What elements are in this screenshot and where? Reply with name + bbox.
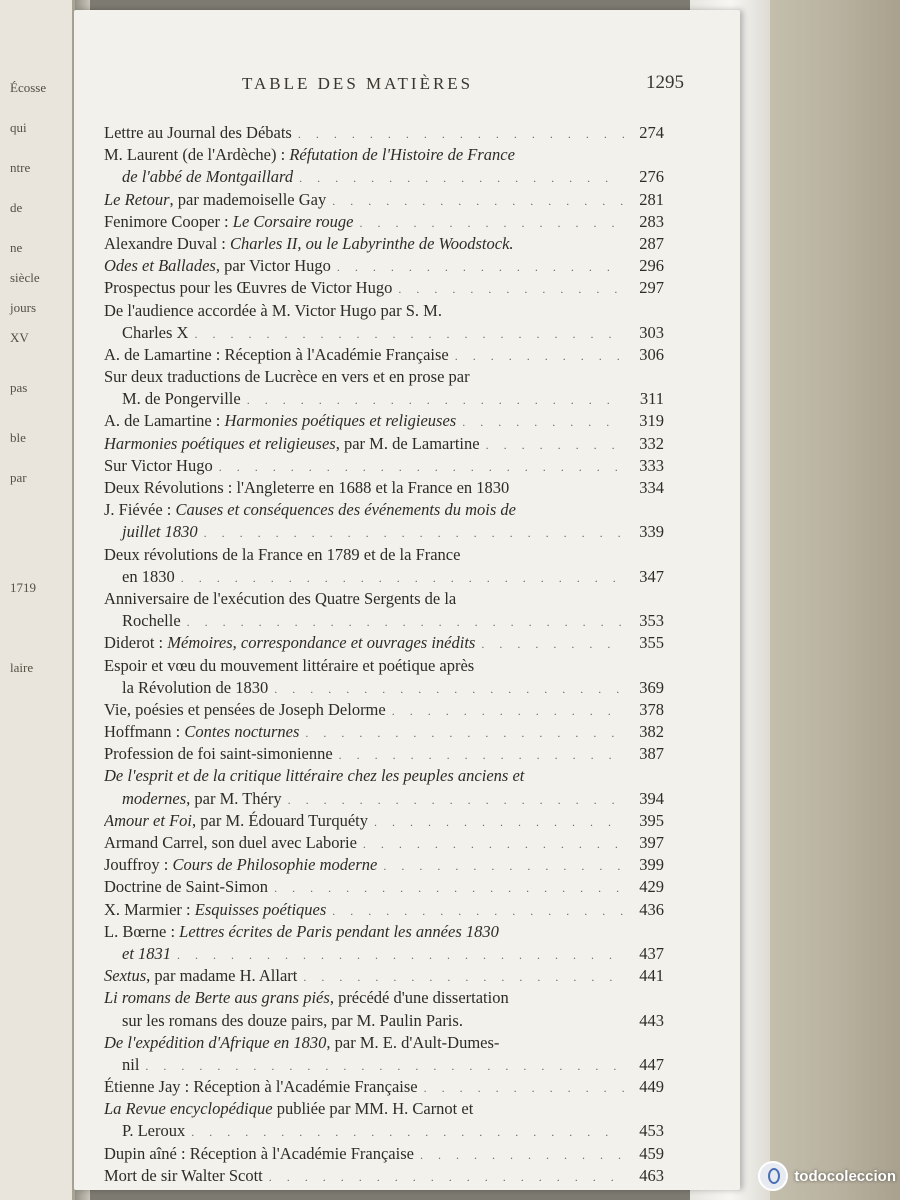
toc-entry	[104, 455, 664, 477]
entry-page-number: 347	[639, 566, 664, 586]
entry-roman-text: A. de Lamartine : Réception à l'Académie Française	[104, 344, 449, 364]
entry-text	[104, 455, 213, 477]
entry-page-number: 387	[639, 744, 664, 764]
entry-page-number: 334	[639, 478, 664, 497]
entry-italic-title: Harmonies poétiques et religieuses	[224, 411, 457, 431]
entry-page-number: 395	[639, 810, 664, 830]
left-page-edge	[0, 0, 75, 1200]
entry-text	[104, 655, 474, 677]
toc-line	[104, 610, 664, 632]
entry-italic-title: Charles II, ou le Labyrinthe de Woodstock.	[230, 233, 514, 253]
toc-entry	[104, 233, 664, 255]
left-page-text-fragment: pas	[10, 380, 28, 395]
toc-line	[104, 1098, 664, 1120]
entry-page-number: 319	[639, 411, 664, 431]
toc-entry	[104, 899, 664, 921]
dot-leader	[481, 633, 624, 654]
toc-line	[104, 521, 664, 543]
toc-line	[104, 1165, 664, 1187]
entry-roman-text: Hoffmann :	[104, 722, 185, 742]
left-page-text-fragment: 1719	[10, 580, 36, 595]
toc-line	[104, 233, 664, 255]
toc-line	[104, 366, 664, 388]
entry-roman-text: L. Bœrne :	[104, 921, 180, 941]
left-page-text-fragment: ble	[10, 430, 26, 445]
entry-page-number: 283	[639, 211, 664, 231]
toc-entry	[104, 832, 664, 854]
entry-text	[122, 677, 268, 699]
toc-entry	[104, 410, 664, 432]
entry-text	[104, 854, 377, 876]
entry-text	[104, 499, 516, 521]
entry-roman-text: , par madame H. Allart	[146, 966, 298, 986]
entry-page-number: 399	[639, 855, 664, 875]
toc-line	[104, 721, 664, 743]
toc-entry	[104, 300, 664, 344]
entry-text	[104, 477, 509, 499]
toc-line	[104, 477, 664, 499]
entry-page-number: 303	[639, 322, 664, 342]
entry-roman-text: Rochelle	[122, 611, 181, 631]
toc-line	[104, 277, 664, 299]
entry-italic-title: de l'abbé de Montgaillard	[122, 167, 294, 187]
dot-leader	[298, 123, 624, 144]
entry-text	[104, 987, 509, 1009]
toc-line	[104, 433, 664, 455]
entry-roman-text: , par Victor Hugo	[215, 256, 331, 276]
dot-leader	[274, 877, 624, 898]
toc-line	[104, 144, 664, 166]
toc-entry	[104, 1098, 664, 1142]
entry-text	[104, 122, 292, 144]
toc-line	[104, 632, 664, 654]
toc-line	[104, 765, 664, 787]
entry-text	[104, 632, 475, 654]
entry-roman-text: X. Marmier :	[104, 899, 195, 919]
toc-line	[104, 499, 664, 521]
entry-text	[122, 1120, 185, 1142]
entry-page-number: 436	[639, 899, 664, 919]
entry-page-number: 449	[639, 1077, 664, 1097]
table-of-contents	[104, 122, 664, 1187]
toc-entry	[104, 810, 664, 832]
toc-entry	[104, 255, 664, 277]
entry-page-number: 311	[639, 389, 664, 409]
entry-text	[122, 788, 282, 810]
entry-italic-title: Contes nocturnes	[184, 722, 300, 742]
entry-italic-title: modernes	[122, 788, 187, 808]
dot-leader	[269, 1166, 624, 1187]
toc-line	[104, 987, 664, 1009]
dot-leader	[194, 323, 624, 344]
entry-text	[122, 166, 293, 188]
toc-line	[104, 788, 664, 810]
entry-page-number: 332	[639, 433, 664, 453]
left-page-text-fragment: ne	[10, 240, 23, 255]
dot-leader	[363, 833, 624, 854]
toc-entry	[104, 965, 664, 987]
entry-roman-text: Jouffroy :	[104, 855, 173, 875]
toc-line	[104, 211, 664, 233]
entry-italic-title: Mémoires, correspondance et ouvrages inédits	[167, 633, 476, 653]
toc-line	[104, 455, 664, 477]
entry-roman-text: Deux révolutions de la France en 1789 et de la France	[104, 544, 461, 564]
entry-italic-title: De l'esprit et de la critique littéraire chez les peuples anciens et	[104, 766, 525, 786]
toc-line	[104, 388, 664, 410]
entry-text	[104, 1076, 418, 1098]
entry-roman-text: , par M. de Lamartine	[335, 433, 480, 453]
toc-line	[104, 544, 664, 566]
dot-leader	[219, 456, 624, 477]
entry-roman-text: Deux Révolutions : l'Angleterre en 1688 et la France en 1830	[104, 478, 510, 497]
dot-leader	[339, 744, 624, 765]
entry-text	[104, 765, 524, 787]
entry-italic-title: Le Corsaire rouge	[232, 211, 354, 231]
entry-page-number: 394	[639, 788, 664, 808]
entry-page-number: 353	[639, 611, 664, 631]
entry-text	[104, 743, 333, 765]
left-page-text-fragment: jours	[10, 300, 36, 315]
entry-roman-text: M. Laurent (de l'Ardèche) :	[104, 145, 290, 165]
entry-page-number: 339	[639, 522, 664, 542]
toc-line	[104, 1076, 664, 1098]
toc-entry	[104, 189, 664, 211]
dot-leader	[305, 722, 624, 743]
entry-roman-text: nil	[122, 1054, 140, 1074]
entry-text	[122, 521, 198, 543]
entry-text	[104, 344, 449, 366]
entry-text	[104, 255, 331, 277]
left-page-text-fragment: XV	[10, 330, 29, 345]
page-number: 1295	[646, 72, 684, 93]
toc-entry	[104, 1165, 664, 1187]
entry-text	[104, 366, 470, 388]
entry-text	[122, 388, 241, 410]
dot-leader	[455, 345, 624, 366]
toc-line	[104, 899, 664, 921]
left-page-text-fragment: par	[10, 470, 27, 485]
entry-roman-text: Fenimore Cooper :	[104, 211, 233, 231]
toc-entry	[104, 854, 664, 876]
entry-roman-text: Armand Carrel, son duel avec Laborie	[104, 833, 357, 852]
toc-line	[104, 566, 664, 588]
toc-entry	[104, 765, 664, 809]
entry-roman-text: A. de Lamartine :	[104, 411, 225, 431]
dot-leader	[420, 1144, 624, 1165]
entry-italic-title: Cours de Philosophie moderne	[172, 855, 378, 875]
toc-line	[104, 943, 664, 965]
toc-line	[104, 854, 664, 876]
entry-roman-text: Lettre au Journal des Débats	[104, 123, 292, 142]
entry-text	[104, 1143, 414, 1165]
entry-text	[104, 810, 368, 832]
toc-entry	[104, 632, 664, 654]
entry-page-number: 463	[639, 1165, 664, 1185]
entry-page-number: 297	[639, 278, 664, 298]
dot-leader	[204, 522, 624, 543]
toc-entry	[104, 1032, 664, 1076]
book-page	[74, 10, 740, 1190]
dot-leader	[398, 278, 624, 299]
toc-line	[104, 921, 664, 943]
entry-italic-title: Li romans de Berte aus grans piés	[104, 988, 330, 1008]
entry-roman-text: Anniversaire de l'exécution des Quatre Sergents de la	[104, 588, 457, 608]
entry-text	[104, 544, 460, 566]
toc-entry	[104, 433, 664, 455]
dot-leader	[145, 1055, 624, 1076]
entry-roman-text: Charles X	[122, 322, 189, 342]
toc-line	[104, 122, 664, 144]
entry-roman-text: Vie, poésies et pensées de Joseph Delorme	[104, 699, 386, 719]
entry-page-number: 355	[639, 633, 664, 653]
entry-page-number: 306	[639, 344, 664, 364]
entry-text	[122, 322, 188, 344]
toc-line	[104, 255, 664, 277]
toc-entry	[104, 655, 664, 699]
entry-italic-title: Odes et Ballades	[104, 256, 216, 276]
entry-text	[122, 943, 171, 965]
toc-line	[104, 300, 664, 322]
entry-text	[104, 876, 268, 898]
entry-roman-text: Dupin aîné : Réception à l'Académie Française	[104, 1143, 414, 1163]
entry-text	[104, 721, 299, 743]
page-title: TABLE DES MATIÈRES	[242, 74, 474, 93]
toc-line	[104, 965, 664, 987]
entry-roman-text: , par mademoiselle Gay	[169, 189, 327, 209]
entry-text	[104, 144, 515, 166]
entry-roman-text: , précédé d'une dissertation	[329, 988, 509, 1008]
dot-leader	[177, 944, 624, 965]
toc-entry	[104, 344, 664, 366]
entry-italic-title: Lettres écrites de Paris pendant les années 1830	[179, 921, 499, 941]
dot-leader	[187, 611, 624, 632]
toc-entry	[104, 144, 664, 188]
entry-roman-text: publiée par MM. H. Carnot et	[272, 1099, 474, 1119]
entry-text	[104, 832, 357, 854]
dot-leader	[392, 700, 624, 721]
entry-roman-text: M. de Pongerville	[122, 389, 241, 409]
toc-entry	[104, 1076, 664, 1098]
toc-line	[104, 1032, 664, 1054]
entry-italic-title: juillet 1830	[122, 522, 198, 542]
entry-roman-text: la Révolution de 1830	[122, 677, 269, 697]
entry-page-number: 437	[639, 943, 664, 963]
toc-entry	[104, 921, 664, 965]
toc-entry	[104, 477, 664, 499]
entry-text	[104, 233, 514, 255]
toc-entry	[104, 366, 664, 410]
entry-roman-text: Diderot :	[104, 633, 168, 653]
entry-roman-text: De l'audience accordée à M. Victor Hugo par S. M.	[104, 300, 442, 320]
dot-leader	[247, 389, 624, 410]
entry-roman-text: Étienne Jay : Réception à l'Académie Française	[104, 1077, 418, 1097]
entry-roman-text: Mort de sir Walter Scott	[104, 1165, 263, 1185]
entry-text	[104, 899, 326, 921]
entry-page-number: 333	[639, 455, 664, 475]
watermark	[640, 1158, 896, 1194]
entry-text	[122, 610, 181, 632]
dot-leader	[337, 256, 624, 277]
entry-page-number: 276	[639, 167, 664, 187]
toc-line	[104, 655, 664, 677]
dot-leader	[424, 1077, 624, 1098]
entry-text	[104, 699, 386, 721]
entry-text	[122, 1054, 139, 1076]
entry-text	[104, 1032, 499, 1054]
entry-page-number: 296	[639, 256, 664, 276]
entry-text	[122, 566, 175, 588]
left-page-text-fragment: laire	[10, 660, 34, 675]
toc-line	[104, 699, 664, 721]
entry-text	[104, 189, 326, 211]
toc-line	[104, 189, 664, 211]
entry-page-number: 281	[639, 189, 664, 209]
entry-roman-text: sur les romans des douze pairs, par M. Paulin Paris.	[122, 1010, 463, 1030]
entry-text	[104, 277, 392, 299]
left-page-text-fragment: siècle	[10, 270, 40, 285]
entry-text	[104, 300, 442, 322]
dot-leader	[462, 411, 624, 432]
entry-roman-text: P. Leroux	[122, 1121, 186, 1141]
dot-leader	[332, 190, 624, 211]
toc-line	[104, 1143, 664, 1165]
toc-entry	[104, 122, 664, 144]
running-head	[74, 74, 740, 104]
dot-leader	[332, 900, 624, 921]
toc-entry	[104, 499, 664, 543]
entry-text	[104, 1098, 473, 1120]
toc-entry	[104, 544, 664, 588]
toc-line	[104, 876, 664, 898]
entry-italic-title: Sextus	[104, 966, 147, 986]
entry-roman-text: Sur Victor Hugo	[104, 455, 213, 475]
dot-leader	[181, 567, 624, 588]
toc-line	[104, 344, 664, 366]
toc-entry	[104, 721, 664, 743]
entry-page-number: 443	[639, 1010, 664, 1030]
entry-italic-title: Esquisses poétiques	[194, 899, 327, 919]
entry-text	[104, 410, 456, 432]
entry-italic-title: Le Retour	[104, 189, 170, 209]
toc-line	[104, 677, 664, 699]
toc-line	[104, 1010, 664, 1032]
toc-entry	[104, 743, 664, 765]
toc-entry	[104, 1143, 664, 1165]
dot-leader	[303, 966, 624, 987]
left-page-text-fragment: ntre	[10, 160, 31, 175]
entry-italic-title: Réfutation de l'Histoire de France	[289, 145, 515, 165]
dot-leader	[374, 811, 624, 832]
dot-leader	[486, 434, 624, 455]
entry-roman-text: en 1830	[122, 566, 175, 586]
entry-roman-text: , par M. E. d'Ault-Dumes-	[326, 1032, 500, 1052]
toc-entry	[104, 987, 664, 1031]
toc-line	[104, 166, 664, 188]
dot-leader	[274, 678, 624, 699]
entry-page-number: 369	[639, 677, 664, 697]
dot-leader	[288, 789, 624, 810]
entry-roman-text: Sur deux traductions de Lucrèce en vers et en prose par	[104, 367, 470, 387]
toc-entry	[104, 277, 664, 299]
entry-italic-title: Amour et Foi	[104, 810, 192, 830]
entry-italic-title: De l'expédition d'Afrique en 1830	[104, 1032, 327, 1052]
todocoleccion-logo-icon	[758, 1161, 788, 1191]
watermark-text: todocoleccion	[794, 1167, 896, 1185]
toc-entry	[104, 699, 664, 721]
toc-entry	[104, 588, 664, 632]
entry-page-number: 453	[639, 1121, 664, 1141]
dot-leader	[359, 212, 624, 233]
toc-line	[104, 1054, 664, 1076]
entry-page-number: 441	[639, 966, 664, 986]
left-page-text-fragment: de	[10, 200, 23, 215]
toc-entry	[104, 876, 664, 898]
toc-line	[104, 322, 664, 344]
entry-text	[104, 921, 499, 943]
entry-italic-title: La Revue encyclopédique	[104, 1099, 273, 1119]
entry-page-number: 274	[639, 123, 664, 142]
dot-leader	[383, 855, 624, 876]
entry-italic-title: Harmonies poétiques et religieuses	[104, 433, 336, 453]
entry-roman-text: Profession de foi saint-simonienne	[104, 744, 333, 764]
entry-roman-text: J. Fiévée :	[104, 500, 176, 520]
toc-line	[104, 832, 664, 854]
toc-line	[104, 588, 664, 610]
entry-text	[104, 433, 480, 455]
entry-page-number: 397	[639, 833, 664, 852]
entry-text	[104, 1165, 263, 1187]
entry-roman-text: Doctrine de Saint-Simon	[104, 877, 269, 897]
entry-roman-text: Espoir et vœu du mouvement littéraire et poétique après	[104, 655, 475, 675]
toc-line	[104, 410, 664, 432]
entry-roman-text: Alexandre Duval :	[104, 233, 230, 253]
entry-page-number: 378	[639, 699, 664, 719]
entry-roman-text: , par M. Édouard Turquéty	[192, 810, 368, 830]
entry-page-number: 382	[639, 722, 664, 742]
toc-line	[104, 743, 664, 765]
entry-page-number: 429	[639, 877, 664, 897]
entry-roman-text: , par M. Théry	[186, 788, 282, 808]
entry-roman-text: Prospectus pour les Œuvres de Victor Hugo	[104, 278, 393, 298]
entry-page-number: 287	[639, 233, 664, 253]
left-page-text-fragment: qui	[10, 120, 27, 135]
dot-leader	[191, 1121, 624, 1142]
entry-italic-title: Causes et conséquences des événements du mois de	[175, 500, 516, 520]
toc-line	[104, 1120, 664, 1142]
entry-italic-title: et 1831	[122, 943, 172, 963]
entry-text	[104, 211, 353, 233]
entry-page-number: 447	[639, 1054, 664, 1074]
left-page-text-fragment: Écosse	[10, 80, 47, 95]
entry-text	[104, 965, 297, 987]
toc-line	[104, 810, 664, 832]
entry-text	[104, 588, 456, 610]
dot-leader	[299, 167, 624, 188]
entry-page-number: 459	[639, 1143, 664, 1163]
toc-entry	[104, 211, 664, 233]
entry-text	[122, 1010, 463, 1032]
